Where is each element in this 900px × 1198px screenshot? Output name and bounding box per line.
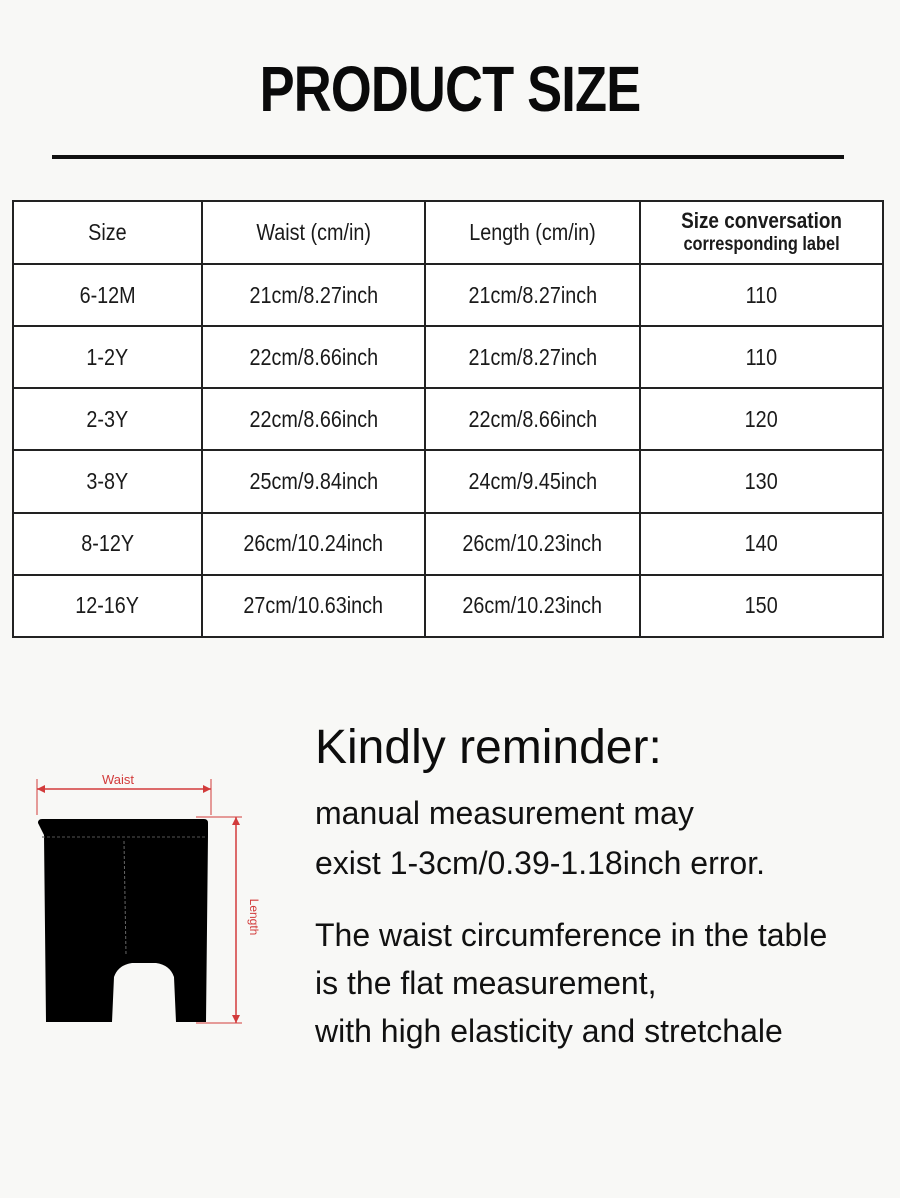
header-label-line2: corresponding label — [683, 233, 840, 255]
table-header-row — [13, 201, 883, 264]
cell-length: 21cm/8.27inch — [425, 326, 640, 388]
cell-waist: 26cm/10.24inch — [202, 513, 425, 575]
cell-label: 140 — [640, 513, 883, 575]
cell-size: 12-16Y — [13, 575, 202, 637]
cell-waist: 22cm/8.66inch — [202, 326, 425, 388]
table-row — [13, 513, 883, 575]
cell-size: 1-2Y — [13, 326, 202, 388]
reminder-line-1: manual measurement may — [315, 795, 694, 831]
cell-length: 26cm/10.23inch — [425, 513, 640, 575]
cell-label: 120 — [640, 388, 883, 450]
page-title: PRODUCT SIZE — [259, 53, 641, 125]
reminder-title: Kindly reminder: — [315, 721, 662, 774]
reminder-line-4: is the flat measurement, — [315, 965, 657, 1001]
waist-arrow-right-icon — [203, 785, 211, 793]
cell-label: 130 — [640, 450, 883, 512]
length-label: Length — [247, 898, 261, 936]
cell-length: 24cm/9.45inch — [425, 450, 640, 512]
cell-label: 110 — [640, 326, 883, 388]
size-table — [12, 200, 884, 638]
shorts-diagram — [28, 765, 261, 1045]
table-row — [13, 575, 883, 637]
cell-label: 110 — [640, 264, 883, 326]
header-length: Length (cm/in) — [425, 201, 640, 264]
header-size: Size — [13, 201, 202, 264]
cell-size: 6-12M — [13, 264, 202, 326]
reminder-line-3: The waist circumference in the table — [315, 917, 828, 953]
cell-length: 22cm/8.66inch — [425, 388, 640, 450]
cell-waist: 25cm/9.84inch — [202, 450, 425, 512]
cell-waist: 21cm/8.27inch — [202, 264, 425, 326]
title-divider — [52, 155, 844, 159]
header-label-line1: Size conversation — [681, 208, 842, 234]
cell-waist: 27cm/10.63inch — [202, 575, 425, 637]
cell-size: 8-12Y — [13, 513, 202, 575]
cell-length: 26cm/10.23inch — [425, 575, 640, 637]
cell-length: 21cm/8.27inch — [425, 264, 640, 326]
table-row — [13, 264, 883, 326]
reminder-line-5: with high elasticity and stretchale — [315, 1013, 783, 1049]
table-row — [13, 388, 883, 450]
waist-label: Waist — [101, 772, 135, 787]
length-arrow-top-icon — [232, 817, 240, 825]
table-row — [13, 450, 883, 512]
header-size-label — [640, 201, 883, 264]
table-row — [13, 326, 883, 388]
length-arrow-bottom-icon — [232, 1015, 240, 1023]
reminder-line-2: exist 1-3cm/0.39-1.18inch error. — [315, 845, 765, 881]
cell-label: 150 — [640, 575, 883, 637]
cell-size: 3-8Y — [13, 450, 202, 512]
shorts-silhouette — [38, 819, 208, 1022]
waist-arrow-left-icon — [37, 785, 45, 793]
cell-size: 2-3Y — [13, 388, 202, 450]
cell-waist: 22cm/8.66inch — [202, 388, 425, 450]
header-waist: Waist (cm/in) — [202, 201, 425, 264]
